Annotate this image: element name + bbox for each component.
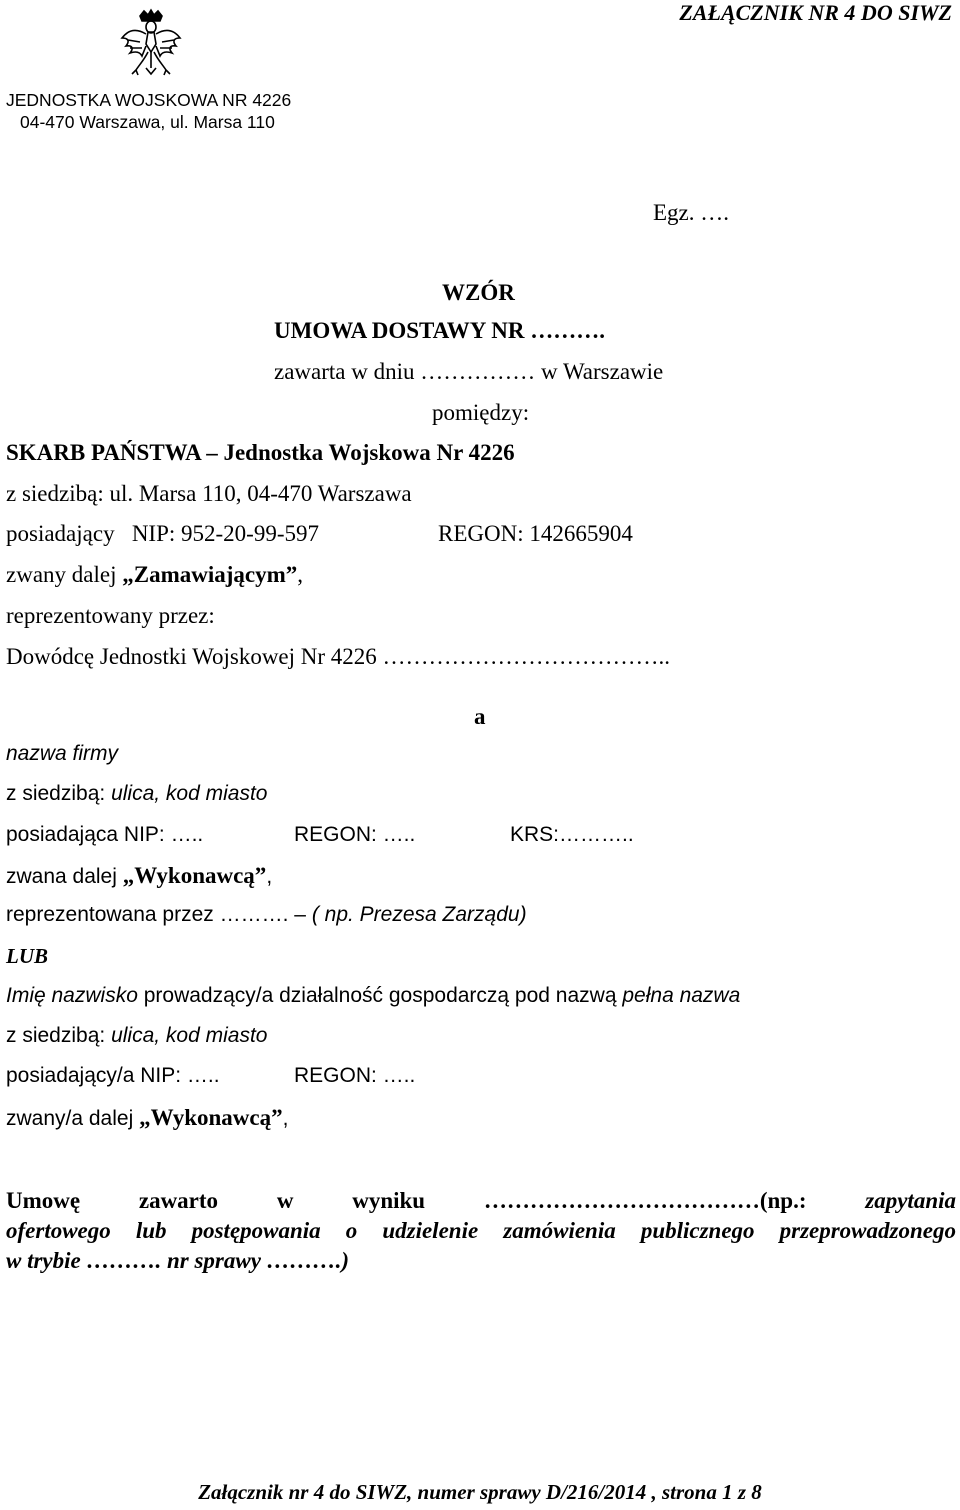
party2-role-name: „Wykonawcą” <box>122 863 267 888</box>
or-label: LUB <box>6 944 48 968</box>
alt-name-placeholder: Imię nazwisko <box>6 984 138 1007</box>
concluded-prefix: zawarta w dniu <box>274 359 415 384</box>
alt-role-name: „Wykonawcą” <box>139 1105 283 1130</box>
party2-krs: KRS:……….. <box>510 823 634 846</box>
alt-address <box>6 1024 267 1048</box>
party1-nip: posiadający NIP: 952-20-99-597 <box>6 521 319 546</box>
party1-called-line <box>6 562 303 588</box>
party2-representative <box>6 903 527 927</box>
alt-nip: posiadający/a NIP: ….. <box>6 1064 220 1087</box>
party1-regon: REGON: 142665904 <box>438 521 633 546</box>
basis-word: udzielenie <box>382 1218 479 1243</box>
party1-rep-blank: ……………………………….. <box>382 644 671 669</box>
basis-word: ………………………………(np.: <box>483 1188 807 1213</box>
party2-identifiers <box>6 823 766 847</box>
party2-name: nazwa firmy <box>6 742 119 765</box>
called-suffix: , <box>297 562 304 587</box>
conjunction-a: a <box>474 704 486 729</box>
alt-full-name-placeholder: pełna nazwa <box>622 984 741 1007</box>
party1-name: SKARB PAŃSTWA – Jednostka Wojskowa Nr 4226 <box>6 440 515 465</box>
called-prefix: zwany/a dalej <box>6 1107 140 1130</box>
basis-word: Umowę <box>6 1188 81 1213</box>
party1-representative <box>6 644 670 670</box>
polish-eagle-emblem-icon <box>118 8 184 76</box>
party1-address: z siedzibą: ul. Marsa 110, 04-470 Warszawa <box>6 481 412 506</box>
between-label: pomiędzy: <box>432 400 530 425</box>
basis-word: w <box>276 1188 294 1213</box>
basis-word: wyniku <box>352 1188 426 1213</box>
party1-identifiers <box>6 521 706 547</box>
basis-word: lub <box>135 1218 167 1243</box>
party2-regon: REGON: ….. <box>294 823 416 846</box>
basis-line-3: w trybie ………. nr sprawy ……….) <box>6 1248 350 1273</box>
basis-word: ofertowego <box>6 1218 111 1243</box>
alt-party-name <box>6 984 740 1008</box>
called-suffix: , <box>282 1107 289 1130</box>
party2-address <box>6 782 267 806</box>
basis-word: publicznego <box>640 1218 755 1243</box>
party2-rep-prefix: reprezentowana przez ………. – <box>6 903 306 926</box>
concluded-suffix: w Warszawie <box>541 359 664 384</box>
basis-line-2 <box>6 1216 956 1246</box>
basis-word: zapytania <box>865 1188 956 1213</box>
party1-role-name: „Zamawiającym” <box>122 562 298 587</box>
basis-word: przeprowadzonego <box>779 1218 956 1243</box>
alt-identifiers <box>6 1064 606 1088</box>
concluded-line <box>274 359 663 385</box>
alt-address-value: ulica, kod miasto <box>111 1024 268 1047</box>
annex-header: ZAŁĄCZNIK NR 4 DO SIWZ <box>679 0 952 25</box>
party1-rep-text: Dowódcę Jednostki Wojskowej Nr 4226 <box>6 644 377 669</box>
called-prefix: zwana dalej <box>6 865 123 888</box>
date-blank: …………… <box>420 359 536 384</box>
address-prefix: z siedzibą: <box>6 1024 112 1047</box>
unit-name: JEDNOSTKA WOJSKOWA NR 4226 <box>6 90 292 110</box>
basis-word: zamówienia <box>503 1218 616 1243</box>
party2-address-value: ulica, kod miasto <box>111 782 268 805</box>
page-footer: Załącznik nr 4 do SIWZ, numer sprawy D/216/2014 , strona 1 z 8 <box>198 1480 762 1504</box>
basis-word: postępowania <box>191 1218 321 1243</box>
document-title: UMOWA DOSTAWY NR ………. <box>274 318 605 343</box>
party2-called-line <box>6 863 272 889</box>
alt-called-line <box>6 1105 288 1131</box>
party1-rep-label: reprezentowany przez: <box>6 603 215 628</box>
basis-word: o <box>345 1218 358 1243</box>
template-label: WZÓR <box>442 280 515 305</box>
basis-line-1 <box>6 1186 956 1216</box>
called-suffix: , <box>266 865 273 888</box>
basis-word: zawarto <box>138 1188 219 1213</box>
unit-address: 04-470 Warszawa, ul. Marsa 110 <box>20 112 275 132</box>
alt-name-text: prowadzący/a działalność gospodarczą pod nazwą <box>137 984 623 1007</box>
party2-nip: posiadająca NIP: ….. <box>6 823 204 846</box>
address-prefix: z siedzibą: <box>6 782 112 805</box>
called-prefix: zwany dalej <box>6 562 123 587</box>
contract-basis-paragraph <box>6 1186 956 1276</box>
alt-regon: REGON: ….. <box>294 1064 416 1087</box>
copy-number: Egz. …. <box>653 200 730 225</box>
party2-rep-example: ( np. Prezesa Zarządu) <box>311 903 527 926</box>
